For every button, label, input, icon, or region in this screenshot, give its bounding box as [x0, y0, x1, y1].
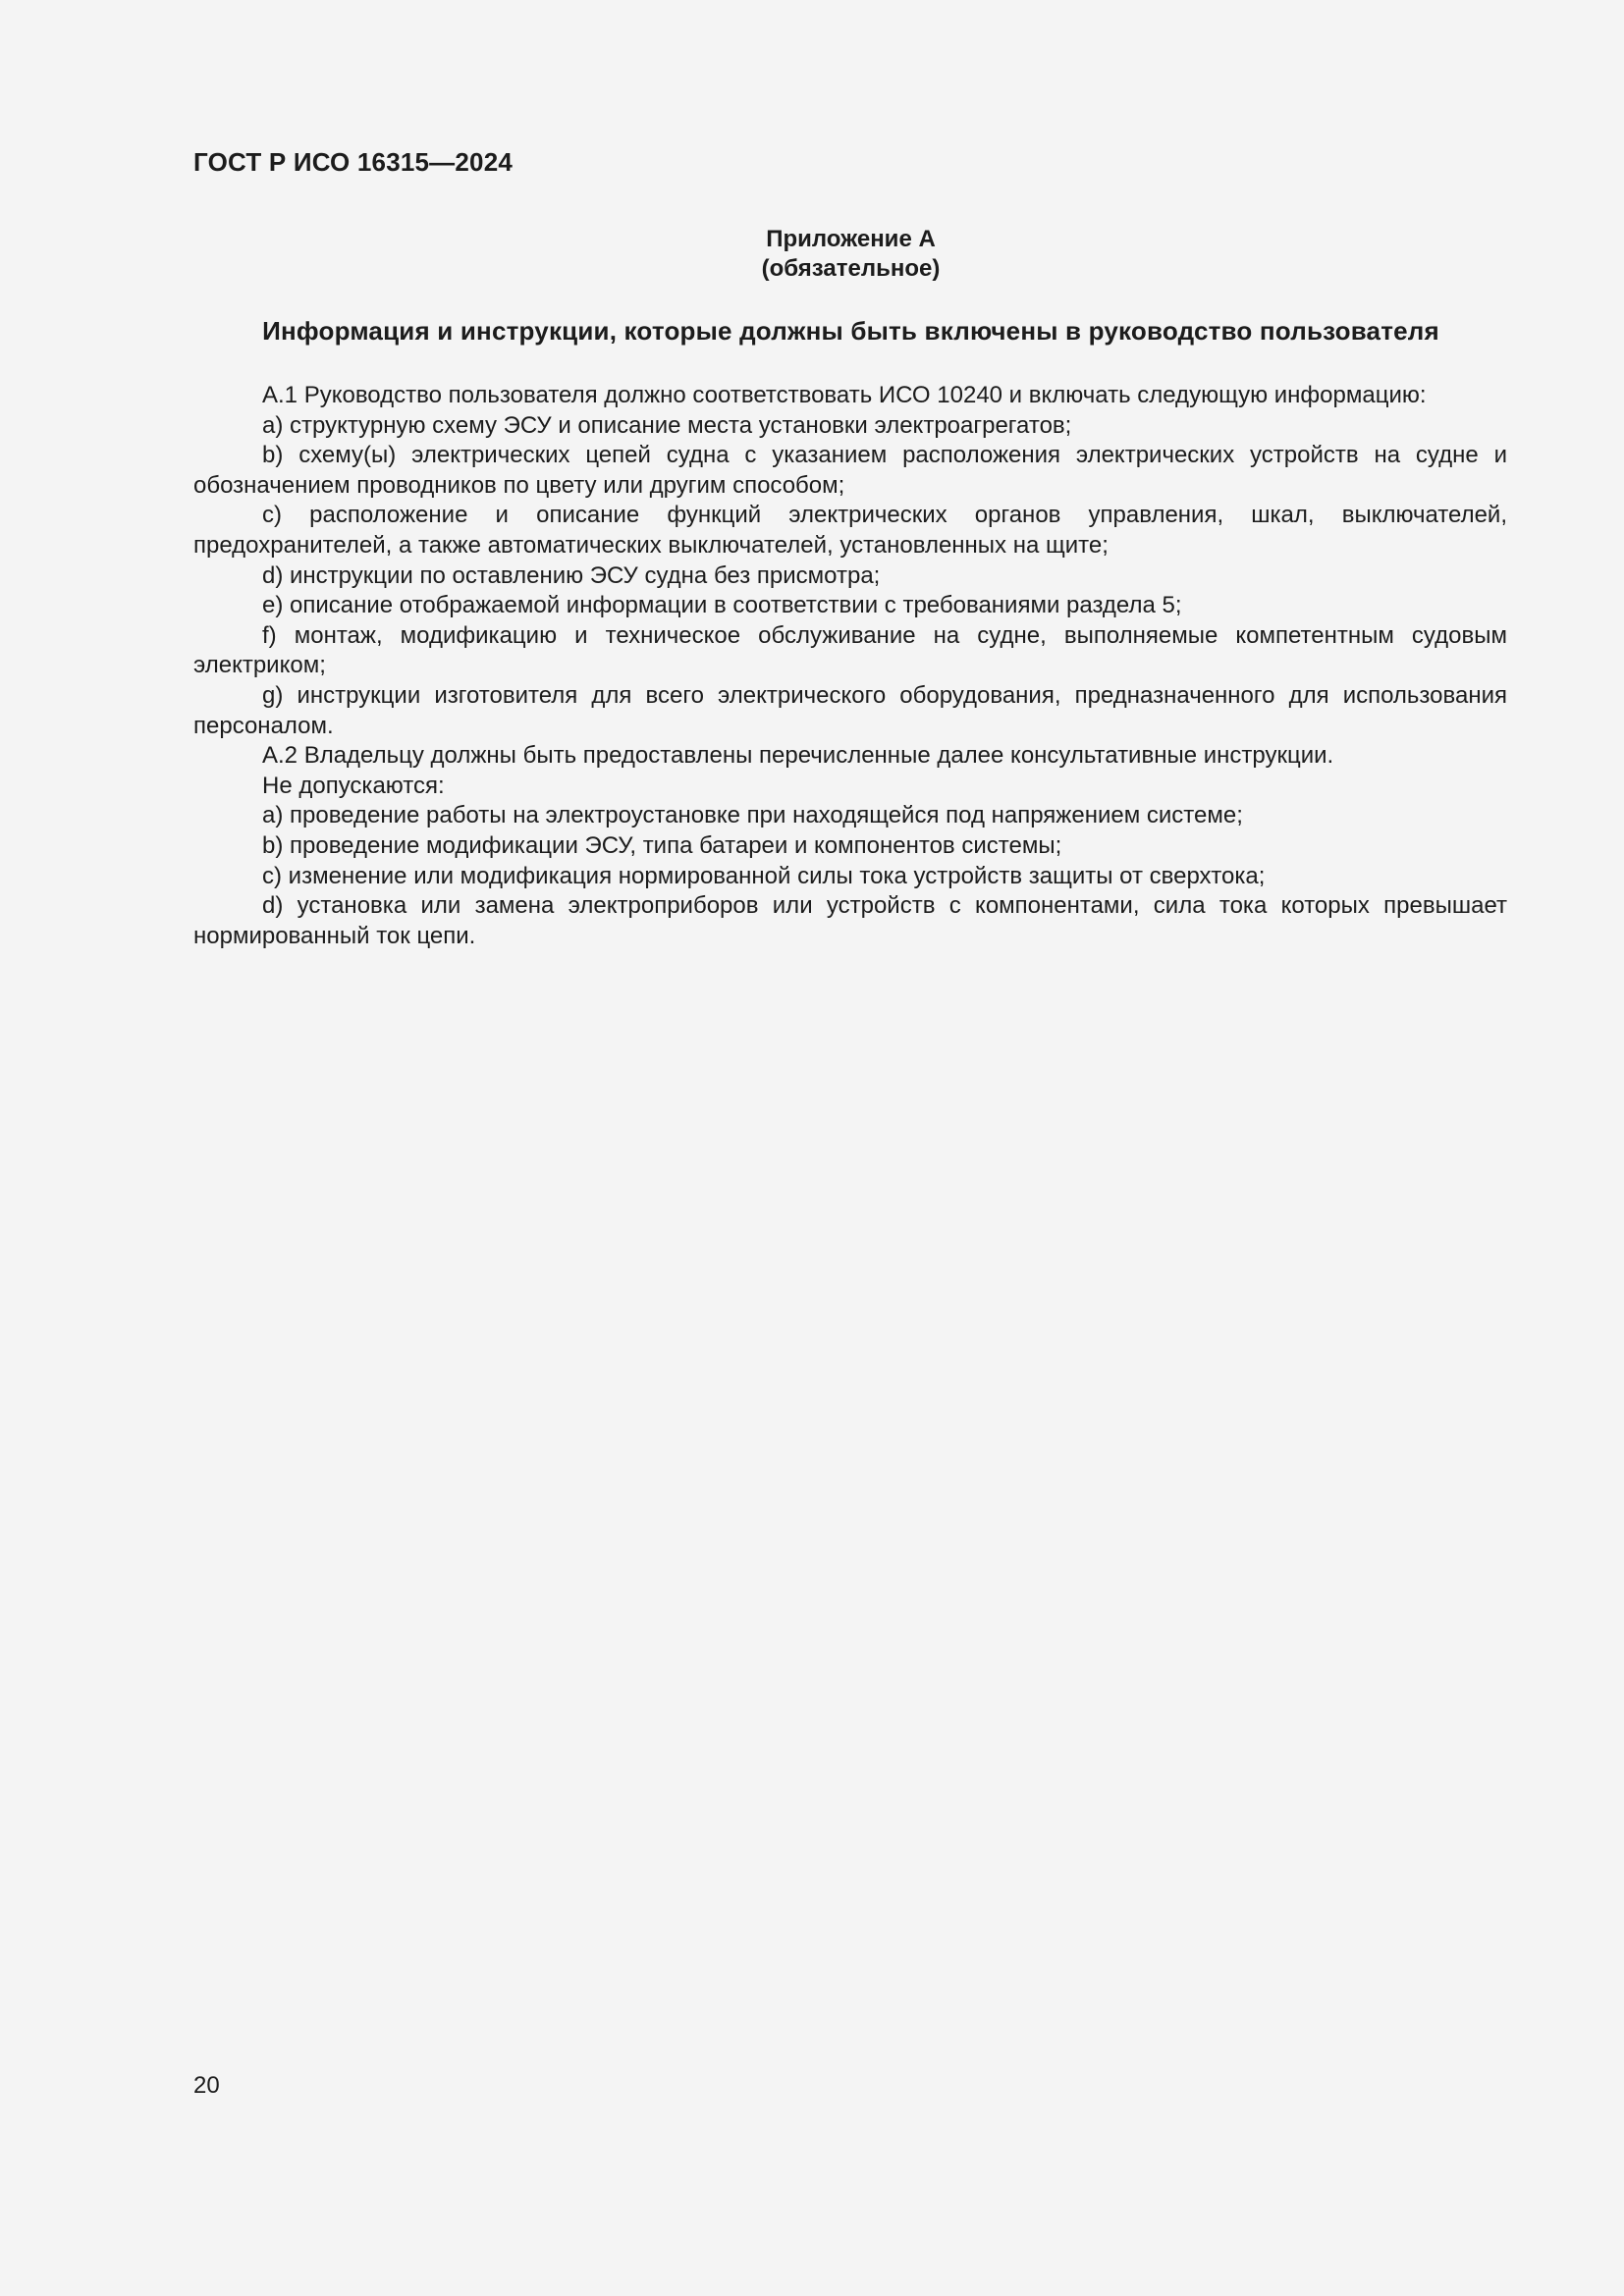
list-item-a1-a: a) структурную схему ЭСУ и описание места установки электроагрегатов;: [262, 411, 1072, 439]
list-item-a2-d: d) установка или замена электроприборов или устройств с компонентами, сила тока которых превышает нормированный ток цепи.: [193, 892, 1507, 949]
list-item-a2-a: a) проведение работы на электроустановке при находящейся под напряжением системе;: [262, 802, 1243, 829]
section-title: Информация и инструкции, которые должны быть включены в руководство пользователя: [262, 316, 1439, 346]
list-item-a1-d: d) инструкции по оставлению ЭСУ судна без присмотра;: [262, 561, 881, 589]
document-code: ГОСТ Р ИСО 16315—2024: [193, 147, 514, 177]
appendix-title: Приложение А: [766, 226, 936, 252]
list-item-a1-b: b) схему(ы) электрических цепей судна с указанием расположения электрических устройств на судне и обозначением проводников по цвету или другим способом;: [193, 442, 1507, 499]
page-number: 20: [193, 2072, 220, 2099]
clause-a1: А.1 Руководство пользователя должно соответствовать ИСО 10240 и включать следующую информацию:: [262, 382, 1427, 408]
list-item-a1-e: e) описание отображаемой информации в соответствии с требованиями раздела 5;: [262, 592, 1182, 619]
list-item-a1-g: g) инструкции изготовителя для всего электрического оборудования, предназначенного для использования персоналом.: [193, 681, 1507, 739]
list-item-a2-c: c) изменение или модификация нормированной силы тока устройств защиты от сверхтока;: [262, 862, 1266, 889]
appendix-status: (обязательное): [761, 255, 941, 282]
clause-a2: А.2 Владельцу должны быть предоставлены перечисленные далее консультативные инструкции.: [262, 742, 1334, 770]
list-item-a1-c: c) расположение и описание функций электрических органов управления, шкал, выключателей, предохранителей, а также автоматических выключателей, установленных на щите;: [193, 502, 1507, 559]
list-item-a1-f: f) монтаж, модификацию и техническое обслуживание на судне, выполняемые компетентным судовым электриком;: [193, 621, 1507, 679]
body-text: [193, 381, 1507, 951]
appendix-heading: [0, 225, 1624, 284]
prohibited-intro: Не допускаются:: [262, 772, 445, 799]
list-item-a2-b: b) проведение модификации ЭСУ, типа батареи и компонентов системы;: [262, 831, 1062, 859]
